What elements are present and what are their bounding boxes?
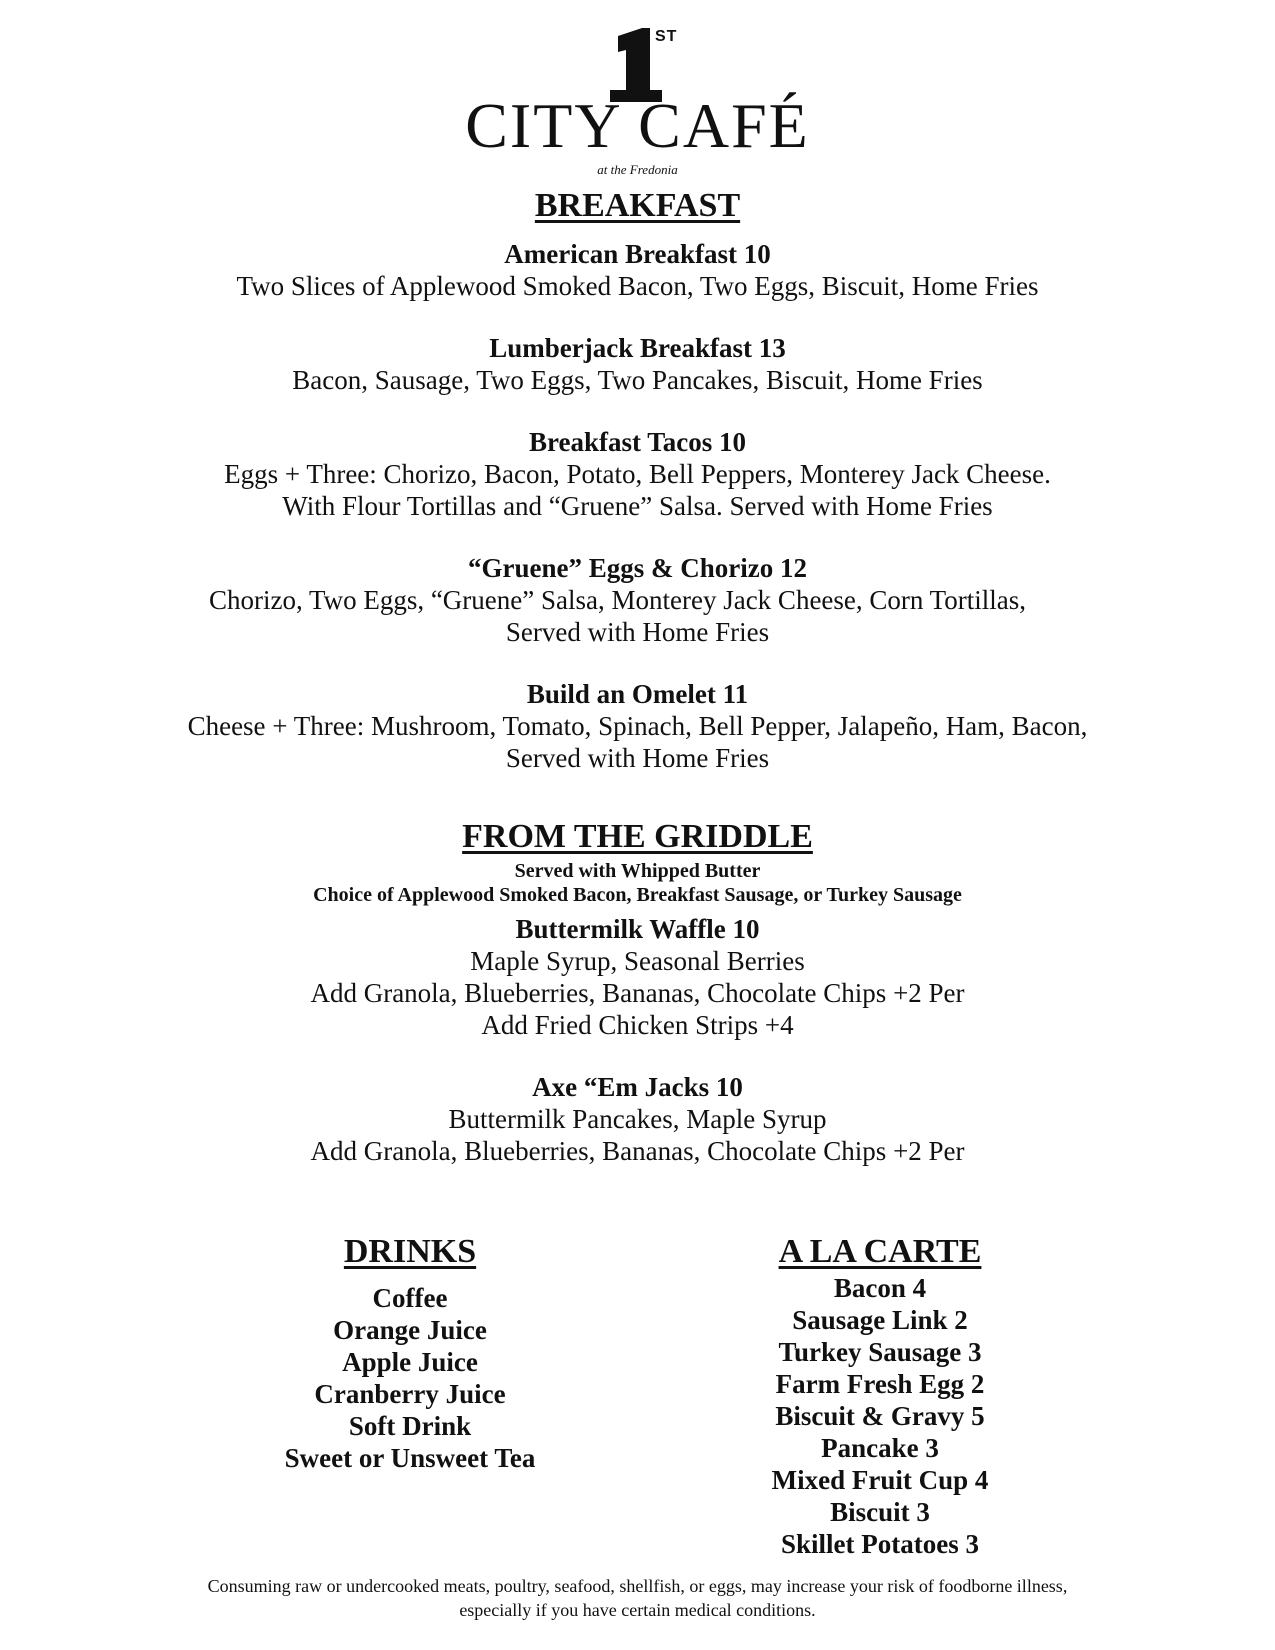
drink-item: Coffee	[372, 1283, 448, 1313]
a-la-carte-item: Farm Fresh Egg 2	[775, 1369, 985, 1399]
griddle-section	[0, 817, 1275, 1167]
a-la-carte-item: Sausage Link 2	[792, 1305, 968, 1335]
griddle-notes	[0, 859, 1275, 907]
food-safety-disclaimer	[0, 1574, 1275, 1622]
section-title: FROM THE GRIDDLE	[462, 818, 813, 855]
item-name: Build an Omelet 11	[526, 679, 749, 709]
breakfast-section	[0, 186, 1275, 774]
drinks-section	[250, 1232, 570, 1474]
menu-item	[0, 678, 1275, 774]
item-desc: Two Slices of Applewood Smoked Bacon, Two Eggs, Biscuit, Home Fries	[236, 271, 1039, 301]
cafe-logo	[0, 14, 1275, 179]
item-name: “Gruene” Eggs & Chorizo 12	[468, 553, 807, 583]
item-desc: Cheese + Three: Mushroom, Tomato, Spinach, Bell Pepper, Jalapeño, Ham, Bacon,	[187, 711, 1088, 741]
disclaimer-line: Consuming raw or undercooked meats, poultry, seafood, shellfish, or eggs, may increase your risk of foodborne illness,	[207, 1576, 1068, 1596]
a-la-carte-item: Mixed Fruit Cup 4	[771, 1465, 989, 1495]
item-desc: Bacon, Sausage, Two Eggs, Two Pancakes, Biscuit, Home Fries	[292, 365, 983, 395]
item-desc: Add Granola, Blueberries, Bananas, Chocolate Chips +2 Per	[310, 1136, 965, 1166]
item-desc: Buttermilk Pancakes, Maple Syrup	[448, 1104, 827, 1134]
drink-item: Sweet or Unsweet Tea	[284, 1443, 536, 1473]
item-desc: Add Granola, Blueberries, Bananas, Chocolate Chips +2 Per	[310, 978, 965, 1008]
item-desc: Eggs + Three: Chorizo, Bacon, Potato, Bell Peppers, Monterey Jack Cheese.	[224, 459, 1051, 489]
item-name: Axe “Em Jacks 10	[532, 1072, 743, 1102]
disclaimer-line: especially if you have certain medical conditions.	[459, 1600, 816, 1620]
a-la-carte-item: Turkey Sausage 3	[778, 1337, 982, 1367]
item-desc: Add Fried Chicken Strips +4	[481, 1010, 794, 1040]
menu-item	[0, 552, 1275, 648]
drink-item: Cranberry Juice	[314, 1379, 506, 1409]
item-name: Breakfast Tacos 10	[528, 427, 747, 457]
item-desc: Chorizo, Two Eggs, “Gruene” Salsa, Monterey Jack Cheese, Corn Tortillas,	[208, 585, 1027, 615]
menu-item	[0, 238, 1275, 302]
item-name: Lumberjack Breakfast 13	[489, 333, 786, 363]
a-la-carte-item: Skillet Potatoes 3	[781, 1529, 979, 1559]
item-desc: Served with Home Fries	[505, 743, 770, 773]
cafe-name: CITY CAFÉ	[465, 90, 810, 161]
menu-item	[0, 426, 1275, 522]
a-la-carte-item: Bacon 4	[833, 1273, 927, 1303]
menu-item	[0, 913, 1275, 1041]
a-la-carte-item: Biscuit 3	[830, 1497, 930, 1527]
section-title: A LA CARTE	[778, 1233, 982, 1270]
section-title: DRINKS	[343, 1233, 477, 1270]
menu-item	[0, 1071, 1275, 1167]
a-la-carte-item: Biscuit & Gravy 5	[775, 1401, 985, 1431]
logo-superscript: ST	[655, 28, 678, 45]
drink-item: Soft Drink	[348, 1411, 472, 1441]
item-name: American Breakfast 10	[504, 239, 771, 269]
cafe-tagline: at the Fredonia	[597, 162, 678, 177]
item-desc: With Flour Tortillas and “Gruene” Salsa. Served with Home Fries	[282, 491, 993, 521]
item-name: Buttermilk Waffle 10	[515, 914, 760, 944]
item-desc: Served with Home Fries	[505, 617, 770, 647]
drink-item: Orange Juice	[333, 1315, 487, 1345]
item-desc: Maple Syrup, Seasonal Berries	[470, 946, 805, 976]
drink-item: Apple Juice	[342, 1347, 478, 1377]
menu-item	[0, 332, 1275, 396]
a-la-carte-section	[720, 1232, 1040, 1560]
section-title: BREAKFAST	[534, 187, 741, 224]
griddle-note: Choice of Applewood Smoked Bacon, Breakfast Sausage, or Turkey Sausage	[313, 884, 962, 906]
a-la-carte-item: Pancake 3	[821, 1433, 939, 1463]
griddle-note: Served with Whipped Butter	[514, 860, 761, 882]
